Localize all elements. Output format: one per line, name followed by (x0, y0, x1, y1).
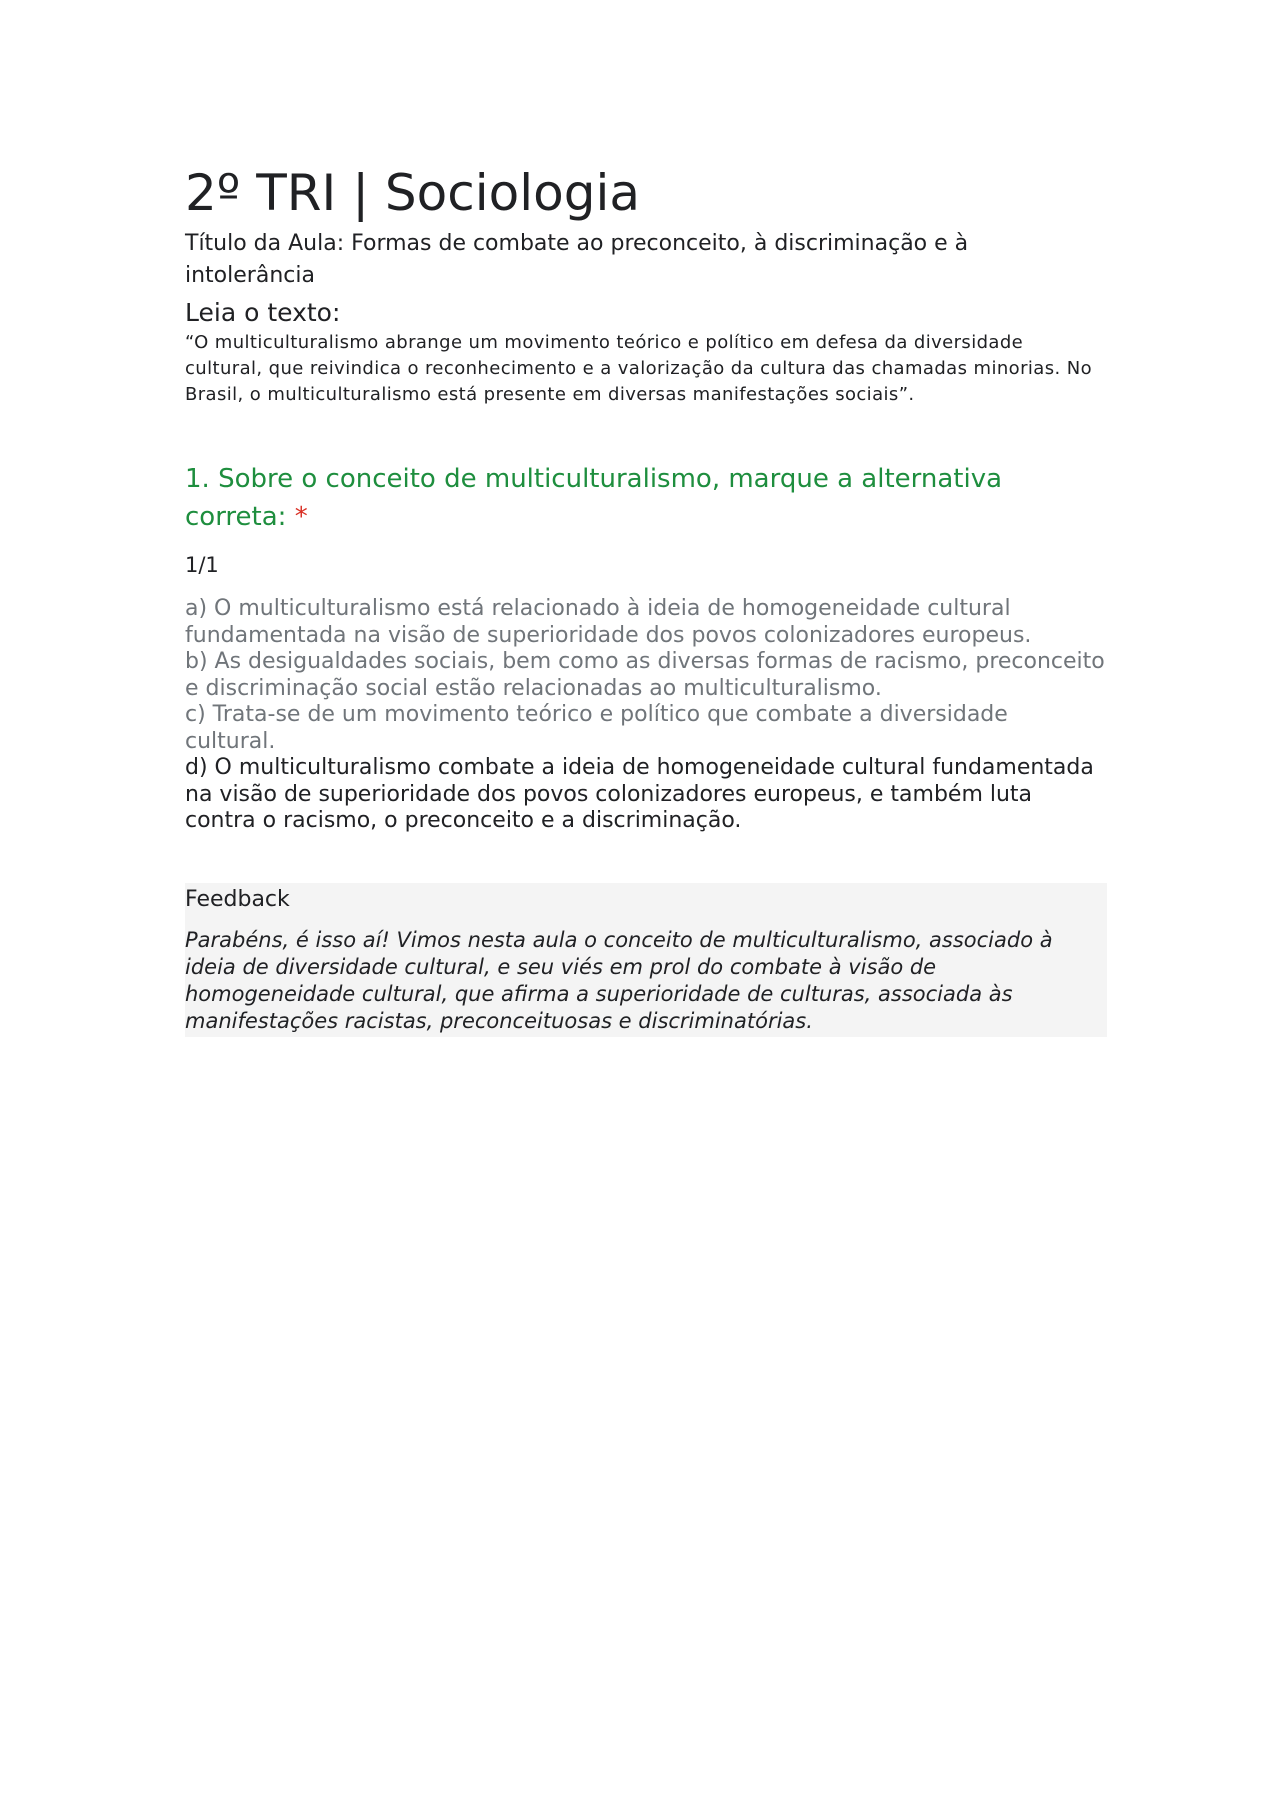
question-title (185, 460, 1105, 536)
option-d: d) O multiculturalismo combate a ideia de homogeneidade cultural fundamentada na visão de superioridade dos povos colonizadores europeus, e também luta contra o racismo, o preconceito e a discriminação. (185, 755, 1094, 833)
required-mark: * (294, 502, 308, 532)
form-content (185, 160, 1105, 1037)
question-score: 1/1 (185, 553, 219, 577)
answer-options (185, 596, 1105, 835)
option-a: a) O multiculturalismo está relacionado à ideia de homogeneidade cultural fundamentada na visão de superioridade dos povos colonizadores europeus. (185, 596, 1032, 648)
feedback-text: Parabéns, é isso aí! Vimos nesta aula o conceito de multiculturalismo, associado à ideia de diversidade cultural, e seu viés em prol do combate à visão de homogeneidade cultural, que afirma a superioridade de culturas, associada às manifestações racistas, preconceituosas e discriminatórias. (185, 927, 1053, 1033)
read-label: Leia o texto: (185, 298, 341, 327)
lesson-title: Título da Aula: Formas de combate ao preconceito, à discriminação e à intolerância (185, 231, 969, 288)
option-b: b) As desigualdades sociais, bem como as diversas formas de racismo, preconceito e discriminação social estão relacionadas ao multiculturalismo. (185, 649, 1105, 701)
feedback-box (185, 883, 1107, 1037)
question-text: 1. Sobre o conceito de multiculturalismo, marque a alternativa correta: (185, 464, 1003, 532)
passage-text: “O multiculturalismo abrange um movimento teórico e político em defesa da diversidade cultural, que reivindica o reconhecimento e a valorização da cultura das chamadas minorias. No Brasil, o multiculturalismo está presente em diversas manifestações sociais”. (185, 332, 1092, 405)
option-c: c) Trata-se de um movimento teórico e político que combate a diversidade cultural. (185, 702, 1008, 754)
page-title: 2º TRI | Sociologia (185, 164, 640, 222)
feedback-label: Feedback (185, 886, 290, 912)
